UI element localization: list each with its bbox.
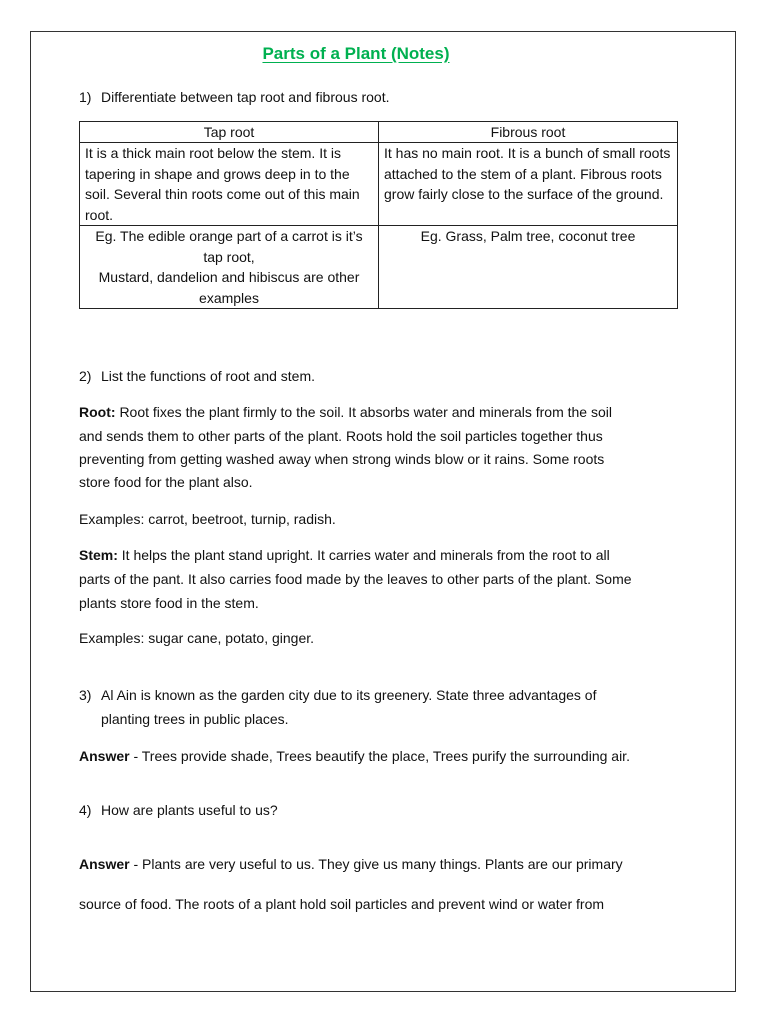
table-row — [80, 143, 678, 226]
question-3-text-1: Al Ain is known as the garden city due to its greenery. State three advantages of — [101, 687, 597, 703]
question-3-answer — [79, 744, 630, 768]
question-2 — [79, 364, 315, 388]
root-paragraph-line-3: preventing from getting washed away when strong winds blow or it rains. Some roots — [79, 451, 605, 467]
question-1-number: 1) — [79, 89, 92, 105]
stem-paragraph-line-1 — [79, 543, 610, 567]
table-header-row — [80, 122, 678, 143]
stem-examples: Examples: sugar cane, potato, ginger. — [79, 630, 315, 646]
header-tap-root: Tap root — [80, 122, 379, 143]
question-2-number: 2) — [79, 368, 92, 384]
stem-paragraph-line-2: parts of the pant. It also carries food made by the leaves to other parts of the plant. Some — [79, 571, 632, 587]
root-paragraph-line-2: and sends them to other parts of the plant. Roots hold the soil particles together thus — [79, 428, 603, 444]
fibrous-root-examples: Eg. Grass, Palm tree, coconut tree — [379, 226, 678, 309]
stem-text-1: It helps the plant stand upright. It carries water and minerals from the root to all — [121, 547, 610, 563]
root-examples: Examples: carrot, beetroot, turnip, radish. — [79, 511, 336, 527]
root-paragraph-line-4: store food for the plant also. — [79, 474, 253, 490]
table-row — [80, 226, 678, 309]
tap-root-example-1: Eg. The edible orange part of a carrot is it’s tap root, — [95, 228, 363, 265]
stem-paragraph-line-3: plants store food in the stem. — [79, 595, 259, 611]
question-4-answer-line-2: source of food. The roots of a plant hold soil particles and prevent wind or water from — [79, 896, 605, 912]
root-text-1: Root fixes the plant firmly to the soil. It absorbs water and minerals from the soil — [119, 404, 612, 420]
question-4-answer-text: - Plants are very useful to us. They give us many things. Plants are our primary — [129, 856, 623, 872]
question-3-answer-text: - Trees provide shade, Trees beautify the place, Trees purify the surrounding air. — [129, 748, 630, 764]
question-4-text: How are plants useful to us? — [101, 802, 278, 818]
question-1-text: Differentiate between tap root and fibrous root. — [101, 89, 390, 105]
root-label: Root: — [79, 404, 116, 420]
header-fibrous-root: Fibrous root — [379, 122, 678, 143]
question-3 — [79, 683, 596, 707]
question-4-answer — [79, 852, 623, 876]
question-1 — [79, 85, 389, 109]
fibrous-root-description: It has no main root. It is a bunch of small roots attached to the stem of a plant. Fibrous roots grow fairly close to the surface of the ground. — [379, 143, 678, 226]
answer-label: Answer — [79, 748, 130, 764]
answer-label: Answer — [79, 856, 130, 872]
question-4 — [79, 798, 278, 822]
root-paragraph-line-1 — [79, 400, 612, 424]
tap-root-examples — [80, 226, 379, 309]
question-4-number: 4) — [79, 802, 92, 818]
page-title: Parts of a Plant (Notes) — [262, 44, 450, 63]
root-comparison-table — [79, 121, 678, 309]
tap-root-description: It is a thick main root below the stem. It is tapering in shape and grows deep in to the soil. Several thin roots come out of this main root. — [80, 143, 379, 226]
question-2-text: List the functions of root and stem. — [101, 368, 316, 384]
tap-root-example-2: Mustard, dandelion and hibiscus are other examples — [98, 269, 360, 306]
question-3-text-2: planting trees in public places. — [101, 711, 289, 727]
question-3-number: 3) — [79, 687, 92, 703]
stem-label: Stem: — [79, 547, 118, 563]
